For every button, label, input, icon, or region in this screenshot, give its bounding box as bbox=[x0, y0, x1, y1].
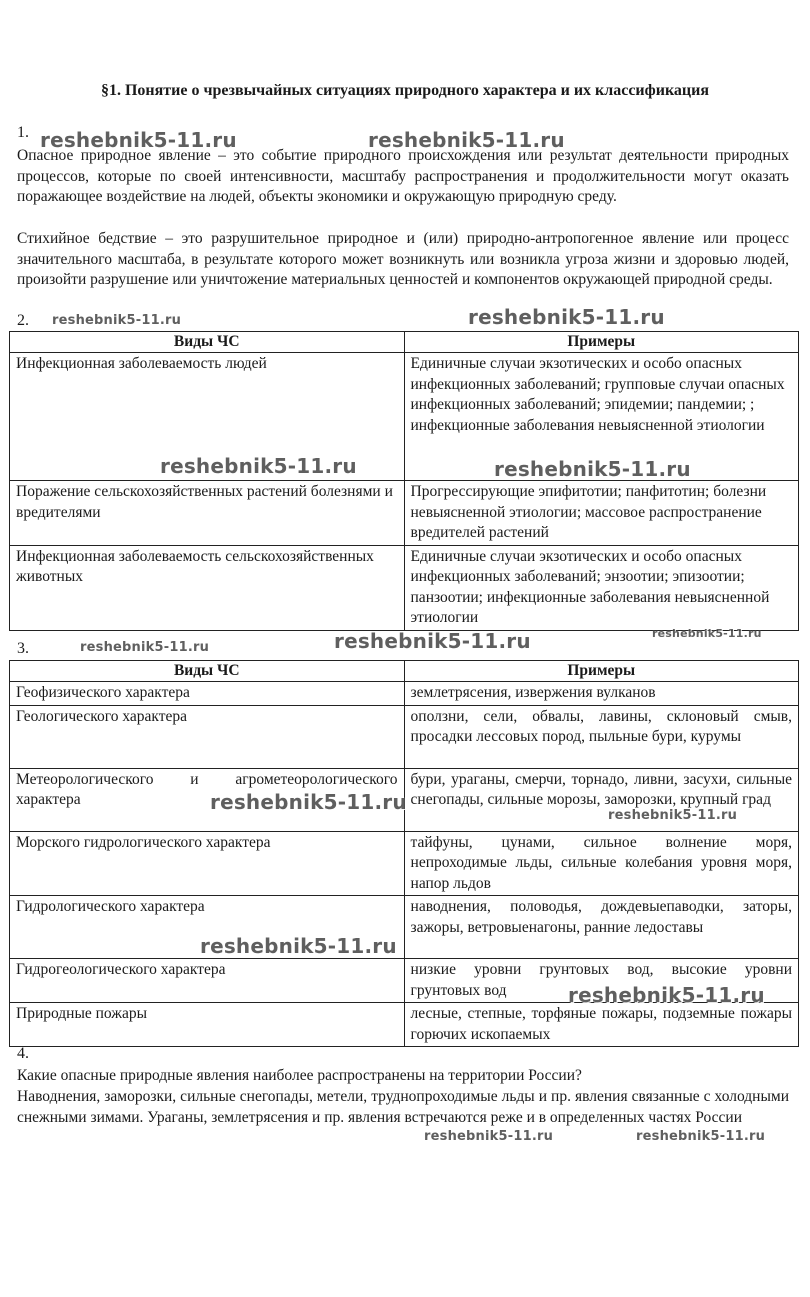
table-cell-examples: оползни, сели, обвалы, лавины, склоновый смыв, просадки лессовых пород, пыльные бури, курумы bbox=[404, 705, 798, 768]
table-header-row bbox=[10, 661, 799, 682]
section-4-number: 4. bbox=[17, 1045, 29, 1062]
table-cell-kind: Поражение сельскохозяйственных растений болезнями и вредителями bbox=[10, 481, 405, 546]
table-cell-examples: Прогрессирующие эпифитотии; панфитотин; болезни невыясненной этиологии; массовое распространение вредителей растений bbox=[404, 481, 798, 546]
table-header-kind: Виды ЧС bbox=[10, 332, 405, 353]
watermark: reshebnik5-11.ru bbox=[568, 983, 765, 1007]
definition-hazard-paragraph: Опасное природное явление – это событие природного происхождения или результат деятельности природных процессов, которые по своей интенсивности, масштабу распространения и продолжительности могут оказать поражающее воздействие на людей, объекты экономики и окружающую природную среду. bbox=[17, 147, 789, 205]
watermark: reshebnik5-11.ru bbox=[334, 629, 531, 653]
watermark: reshebnik5-11.ru bbox=[608, 808, 738, 823]
table-row bbox=[10, 1003, 799, 1047]
table-header-examples: Примеры bbox=[404, 332, 798, 353]
watermark: reshebnik5-11.ru bbox=[160, 454, 357, 478]
watermark: reshebnik5-11.ru bbox=[424, 1129, 554, 1144]
table-row bbox=[10, 896, 799, 959]
table-cell-kind: Геологического характера bbox=[10, 705, 405, 768]
table-header-row bbox=[10, 332, 799, 353]
table-cell-examples: лесные, степные, торфяные пожары, подземные пожары горючих ископаемых bbox=[404, 1003, 798, 1047]
table-cell-kind: Природные пожары bbox=[10, 1003, 405, 1047]
section-1-number: 1. bbox=[17, 124, 29, 141]
definition-disaster-paragraph: Стихийное бедствие – это разрушительное природное и (или) природно-антропогенное явление или процесс значительного масштаба, в результате которого может возникнуть или возникла угроза жизни и здоровью людей, произойти разрушение или уничтожение материальных ценностей и компонентов окружающей природной среды. bbox=[17, 230, 789, 288]
table-cell-examples: тайфуны, цунами, сильное волнение моря, непроходимые льды, сильные колебания уровня моря, напор льдов bbox=[404, 831, 798, 896]
table-cell-examples: Единичные случаи экзотических и особо опасных инфекционных заболеваний; энзоотии; эпизоотии; панзоотии; инфекционные заболевания невыясненной этиологии bbox=[404, 545, 798, 630]
table-row bbox=[10, 682, 799, 706]
watermark: reshebnik5-11.ru bbox=[200, 934, 397, 958]
watermark: reshebnik5-11.ru bbox=[652, 627, 762, 640]
table-header-kind: Виды ЧС bbox=[10, 661, 405, 682]
section-2-number: 2. bbox=[17, 312, 29, 329]
watermark: reshebnik5-11.ru bbox=[40, 128, 237, 152]
table-cell-kind: Морского гидрологического характера bbox=[10, 831, 405, 896]
section-3-number: 3. bbox=[17, 640, 29, 657]
question-text: Какие опасные природные явления наиболее распространены на территории России? bbox=[17, 1067, 582, 1084]
page-title: §1. Понятие о чрезвычайных ситуациях природного характера и их классификация bbox=[100, 82, 710, 99]
table-cell-examples: низкие уровни грунтовых вод, высокие уровни грунтовых вод bbox=[404, 959, 798, 1003]
table-cell-examples: наводнения, половодья, дождевыепаводки, заторы, зажоры, ветровыенагоны, ранние ледоставы bbox=[404, 896, 798, 959]
table-cell-kind: Гидрогеологического характера bbox=[10, 959, 405, 1003]
table-cell-kind: Метеорологического и агрометеорологического характера bbox=[10, 768, 405, 831]
watermark: reshebnik5-11.ru bbox=[468, 305, 665, 329]
table-cell-kind: Инфекционная заболеваемость сельскохозяйственных животных bbox=[10, 545, 405, 630]
table-row bbox=[10, 545, 799, 630]
table-header-examples: Примеры bbox=[404, 661, 798, 682]
table-row bbox=[10, 481, 799, 546]
answer-text: Наводнения, заморозки, сильные снегопады, метели, труднопроходимые льды и пр. явления связанные с холодными снежными зимами. Ураганы, землетрясения и пр. явления встречаются реже и в определенных частях России bbox=[17, 1088, 789, 1126]
table-cell-kind: Инфекционная заболеваемость людей bbox=[10, 353, 405, 481]
table-cell-kind: Геофизического характера bbox=[10, 682, 405, 706]
watermark: reshebnik5-11.ru bbox=[80, 640, 210, 655]
table-cell-examples: бури, ураганы, смерчи, торнадо, ливни, засухи, сильные снегопады, сильные морозы, заморозки, крупный град bbox=[404, 768, 798, 831]
table-cell-examples: Единичные случаи экзотических и особо опасных инфекционных заболеваний; групповые случаи опасных инфекционных заболеваний; эпидемии; пандемии; ; инфекционные заболевания невыясненной этиологии bbox=[404, 353, 798, 481]
table-cell-kind: Гидрологического характера bbox=[10, 896, 405, 959]
watermark: reshebnik5-11.ru bbox=[210, 790, 407, 814]
table-row bbox=[10, 831, 799, 896]
table-cell-examples: землетрясения, извержения вулканов bbox=[404, 682, 798, 706]
watermark: reshebnik5-11.ru bbox=[494, 457, 691, 481]
watermark: reshebnik5-11.ru bbox=[368, 128, 565, 152]
watermark: reshebnik5-11.ru bbox=[636, 1129, 766, 1144]
table-row bbox=[10, 705, 799, 768]
watermark: reshebnik5-11.ru bbox=[52, 313, 182, 328]
